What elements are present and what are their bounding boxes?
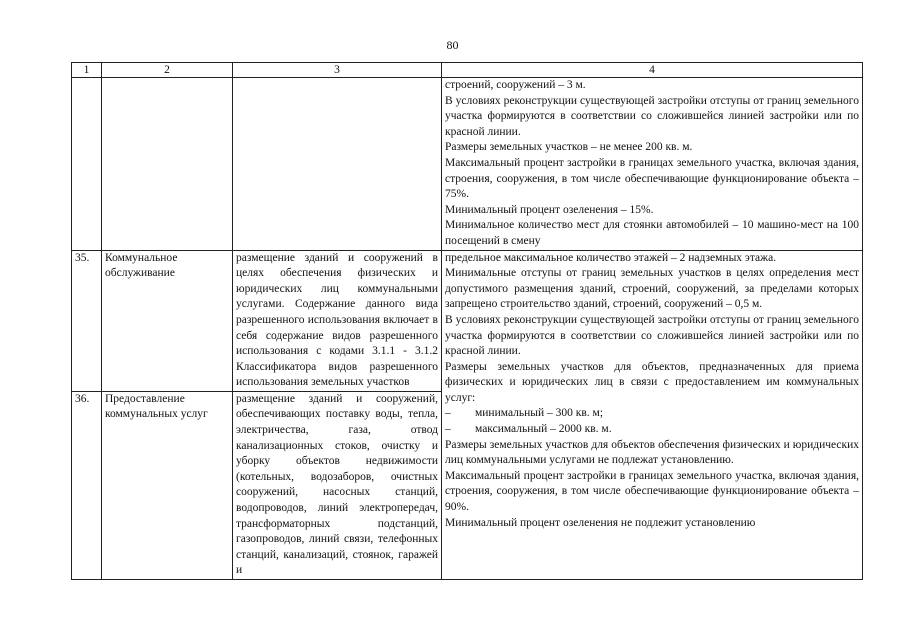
parameter-text: Минимальный процент озеленения – 15%. [445,203,654,216]
parameter-text: Размеры земельных участков для объектов, предназначенных для приема физических и юридических лиц в связи с предоставлением им коммунальных услуг: [445,360,859,404]
use-type-name: Предоставление коммунальных услуг [102,391,233,579]
list-item-text: максимальный – 2000 кв. м. [475,423,612,436]
list-item-text: минимальный – 300 кв. м; [475,407,604,420]
parameters-cell [442,78,863,251]
land-use-table [71,62,863,580]
parameter-text: Минимальное количество мест для стоянки автомобилей – 10 машино-мест на 100 посещений в смену [445,219,859,247]
use-type-name [102,78,233,251]
dash-marker: – [445,423,451,436]
row-number [72,78,102,251]
parameter-text: Минимальный процент озеленения не подлежит установлению [445,516,756,529]
table-row [72,78,863,251]
parameter-text: В условиях реконструкции существующей застройки отступы от границ земельного участка формируются в соответствии со сложившейся линией застройки или по красной линии. [445,94,859,138]
parameter-text: Максимальный процент застройки в границах земельного участка, включая здания, строения, сооружения, в том числе обеспечивающие функционирование объекта – 75%. [445,156,859,201]
parameter-text: Максимальный процент застройки в границах земельного участка, включая здания, строения, сооружения, в том числе обеспечивающие функционирование объекта – 90%. [445,469,859,514]
parameter-text: Размеры земельных участков для объектов обеспечения физических и юридических лиц коммунальными услугами не подлежат установлению. [445,438,859,467]
use-type-description [233,78,442,251]
parameters-cell [442,250,863,579]
table-row [72,250,863,391]
header-cell-4: 4 [442,63,863,78]
dash-marker: – [445,407,451,420]
parameter-text: Размеры земельных участков – не менее 200 кв. м. [445,141,693,154]
header-cell-1: 1 [72,63,102,78]
parameter-text: Минимальные отступы от границ земельных участков в целях определения мест допустимого размещения зданий, строений, сооружений, за пределами которых запрещено строительство зданий, строений, сооружений – 0,5 м. [445,267,859,311]
parameter-list-item [445,422,859,438]
use-type-description: размещение зданий и сооружений в целях обеспечения физических и юридических лиц коммунальными услугами. Содержание данного вида разрешенного использования включает в себя содержание видов разрешенного использования с кодами 3.1.1 - 3.1.2 Классификатора видов разрешенного использования земельных участков [233,250,442,391]
use-type-name: Коммунальное обслуживание [102,250,233,391]
parameter-text: строений, сооружений – 3 м. [445,79,586,91]
parameter-text: В условиях реконструкции существующей застройки отступы от границ земельного участка формируются в соответствии со сложившейся линией застройки или по красной линии. [445,313,859,358]
parameter-list-item [445,406,859,422]
use-type-description: размещение зданий и сооружений, обеспечивающих поставку воды, тепла, электричества, газа, отвод канализационных стоков, очистку и уборку объектов недвижимости (котельных, водозаборов, очистных сооружений, насосных станций, водопроводов, линий электропередач, трансформаторных подстанций, газопроводов, линий связи, телефонных станций, канализаций, стоянок, гаражей и [233,391,442,579]
page-number: 80 [446,38,459,52]
header-cell-3: 3 [233,63,442,78]
row-number: 35. [72,250,102,391]
table-header-row [72,63,863,78]
parameter-text: предельное максимальное количество этажей – 2 надземных этажа. [445,251,777,264]
row-number: 36. [72,391,102,579]
header-cell-2: 2 [102,63,233,78]
